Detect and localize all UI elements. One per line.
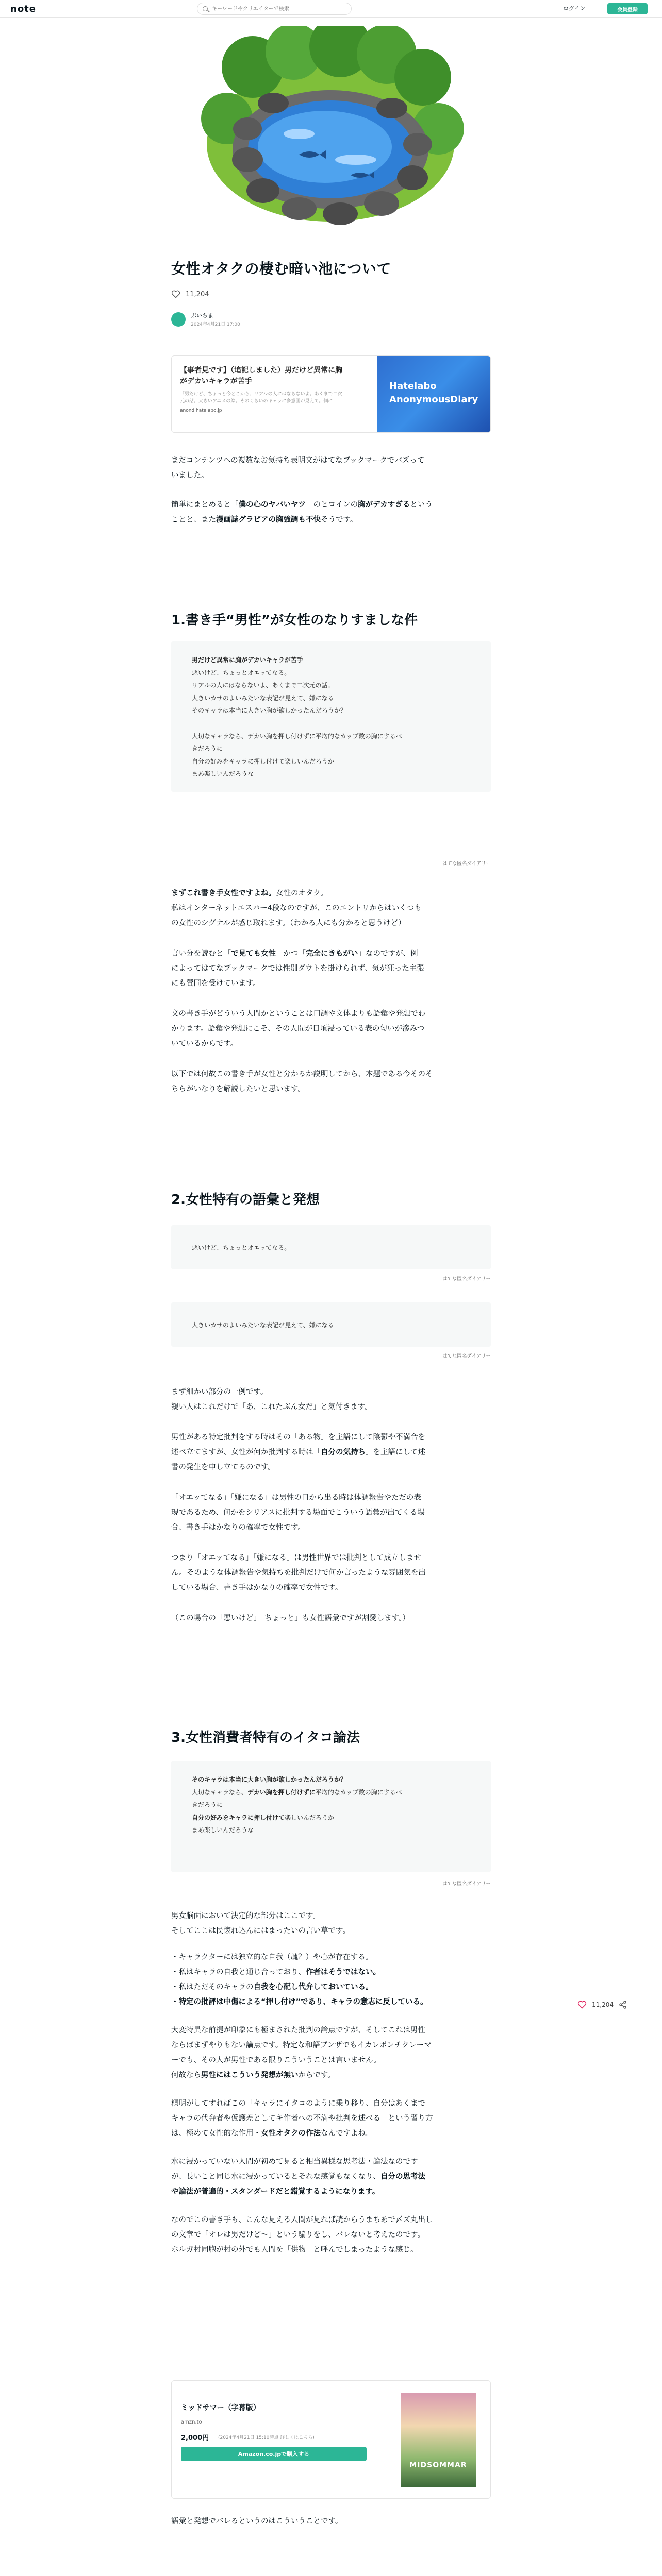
embed-link-card[interactable] bbox=[171, 355, 491, 433]
embed-host: anond.hatelabo.jp bbox=[180, 408, 222, 413]
quote-source-2a[interactable]: はてな匿名ダイアリー bbox=[442, 1276, 491, 1282]
section-heading-2: 2.女性特有の語彙と発想 bbox=[171, 1192, 320, 1208]
blockquote-2a: 悪いけど、ちょっとオエッてなる。 bbox=[171, 1225, 491, 1269]
author-avatar[interactable] bbox=[171, 312, 186, 327]
product-host: amzn.to bbox=[181, 2419, 202, 2425]
blockquote-3: そのキャラは本当に大きい胸が欲しかったんだろうか？ 大切なキャラなら、デカい胸を押し付けずに平均的なカップ数の胸にするべ きだろうに 自分の好みをキャラに押し付けて楽しいんだろうか まあ楽しいんだろうな bbox=[171, 1761, 491, 1872]
product-price: 2,000円 bbox=[181, 2434, 209, 2442]
publish-date: 2024年4月21日 17:00 bbox=[191, 322, 240, 327]
side-action-bar bbox=[577, 2001, 627, 2009]
hero-illustration-pond bbox=[196, 26, 465, 232]
amazon-product-card[interactable] bbox=[171, 2380, 491, 2499]
search-icon bbox=[203, 6, 208, 11]
blockquote-2b: 大きいカサのよいみたいな表記が見えて、嫌になる bbox=[171, 1302, 491, 1347]
quote-source-2b[interactable]: はてな匿名ダイアリー bbox=[442, 1353, 491, 1359]
section-1-body: まずこれ書き手女性ですよね。女性のオタク。 私はインターネットエスパー4段なのですが、このエントリからはいくつも の女性のシグナルが感じ取れます。（わかる人にも分かると思うけど） 言い分を読むと「で見ても女性」かつ「完全にきもがい」なのですが、例 によってはてなブックマークでは性別ダウトを掛けられず、気が狂った主張 にも賛同を受けています。 文の書き手がどういう人間かということは口調や文体よりも語彙や発想でわ かります。語彙や発想にこそ、その人間が日頃浸っている表の匂いが滲みつ いているからです。 以下では何故この書き手が女性と分かるか説明してから、本題である今そのそ ちらがいなりを解説したいと思います。 bbox=[171, 889, 433, 1093]
product-title[interactable]: ミッドサマー（字幕版） bbox=[181, 2404, 260, 2412]
section-2-body: まず細かい部分の一例です。 親い人はこれだけで「あ、これたぶん女だ」と気付きます。 男性がある特定批判をする時はその「ある物」を主語にして陰鬱や不満合を 述べ立てますが、女性が何か批判する時は「自分の気持ち」を主語にして述 書の発生を申し立てるのです。 「オエッてなる」「嫌になる」は男性の口から出る時は体調報告やただの表 現であるため、何かをシリアスに批判する場面でこういう語彙が出てくる場 合、書き手はかなりの確率で女性です。 つまり「オエッてなる」「嫌になる」は男性世界では批判として成立しませ ん。そのような体調報告や気持ちを批判だけで何か言ったような雰囲気を出 している場合、書き手はかなりの確率で女性です。 （この場合の「悪いけど」「ちょっと」も女性語彙ですが割愛します。） bbox=[171, 1388, 426, 1622]
like-counter-top bbox=[171, 290, 209, 298]
like-count: 11,204 bbox=[186, 290, 209, 298]
login-link[interactable]: ログイン bbox=[563, 5, 586, 12]
embed-description: 「男だけど、ちょっと今どこから、リアルの人にはならないよ。あくまで二次 元の話。大きいアニメの絵。そのくらいのキャラに多意図が見えて。個に bbox=[180, 392, 342, 404]
heart-icon[interactable] bbox=[171, 290, 180, 298]
search-box[interactable] bbox=[197, 3, 352, 15]
section-3-closing: 語彙と発想でバレるというのはこういうことです。 bbox=[171, 2517, 343, 2526]
note-logo[interactable]: note bbox=[10, 4, 36, 14]
section-heading-1: 1.書き手“男性”が女性のなりすましな件 bbox=[171, 613, 418, 628]
intro-section: まだコンテンツへの複数なお気持ち表明文がはてなブックマークでバズって いました。 簡単にまとめると「僕の心のヤバいヤツ」のヒロインの胸がデカすぎるという ことと、また漫画誌グラビアの胸強調も不快そうです。 bbox=[171, 456, 433, 524]
signup-button[interactable]: 会員登録 bbox=[607, 3, 648, 14]
author-info[interactable] bbox=[171, 311, 240, 327]
side-heart-icon[interactable] bbox=[577, 2001, 587, 2009]
product-image[interactable]: MIDSOMMAR bbox=[401, 2393, 476, 2487]
side-like-count: 11,204 bbox=[592, 2001, 614, 2008]
section-heading-3: 3.女性消費者特有のイタコ論法 bbox=[171, 1730, 360, 1745]
quote-source-1[interactable]: はてな匿名ダイアリー bbox=[442, 861, 491, 867]
article-title: 女性オタクの棲む暗い池について bbox=[171, 260, 391, 277]
quote-source-3[interactable]: はてな匿名ダイアリー bbox=[442, 1881, 491, 1887]
search-input[interactable] bbox=[212, 6, 346, 12]
product-price-note[interactable]: (2024年4月21日 15:10時点 詳しくはこちら) bbox=[218, 2435, 315, 2441]
section-3-body: 男女脳面において決定的な部分はここです。 そしてここは民懐れ込んにはまったいの言い草です。 ・キャラクターには独立的な自我（魂？）や心が存在する。 ・私はキャラの自我と通じ合っており、作者はそうではない。 ・私はただそのキャラの自我を心配し代弁しておいている。 ・特定の批評は中傷による“押し付け”であり、キャラの意志に反している。 大変特異な前提が印象にも極まされた批判の論点ですが、そしてこれは男性 ならばまずやりもない論点です。特定な和語ブンザでもイカレポンチクレーマ ーでも、その人が男性である限りこういうことは言いません。 何故なら男性にはこういう発想が無いからです。 櫃明がしてすればこの「キャラにイタコのように乗り移り、自分はあくまで キャラの代弁者や仮護差としてキ作者への不満や批判を述べる」という習り方 は、極めて女性的な作用・女性オタクの作法なんですよね。 水に浸かっていない人間が初めて見ると相当異様な思考法・論法なのです が、長いこと同じ水に浸かっているとそれな感覚もなくなり、自分の思考法 や論法が普遍的・スタンダードだと錯覚するようになります。 なのでこの書き手も、こんな見える人間が見れば読からうまちあで〆ズ丸出し の文章で「オレは男だけど〜」という騙りをし、バレないと考えたのです。 ホルガ村同胞が村の外でも人間を「供物」と呼んでしまったような感じ。 bbox=[171, 1912, 433, 2254]
site-header bbox=[0, 0, 662, 18]
author-name[interactable]: ぷいちま bbox=[191, 312, 213, 319]
embed-title: 【事者見です】（追記しました）男だけど異常に胸 がデカいキャラが苦手 bbox=[180, 366, 342, 385]
share-icon[interactable] bbox=[619, 2001, 627, 2009]
embed-thumbnail: Hatelabo AnonymousDiary bbox=[377, 356, 490, 433]
blockquote-1: 男だけど異常に胸がデカいキャラが苦手 悪いけど、ちょっとオエッてなる。 リアルの人にはならないよ、あくまで二次元の話。 大きいカサのよいみたいな表記が見えて、嫌になる そのキャラは本当に大きい胸が欲しかったんだろうか？ 大切なキャラなら、デカい胸を押し付けずに平均的なカップ数の胸にするべ きだろうに 自分の好みをキャラに押し付けて楽しいんだろうか まあ楽しいんだろうな bbox=[171, 641, 491, 792]
buy-on-amazon-button[interactable]: Amazon.co.jpで購入する bbox=[181, 2447, 367, 2461]
